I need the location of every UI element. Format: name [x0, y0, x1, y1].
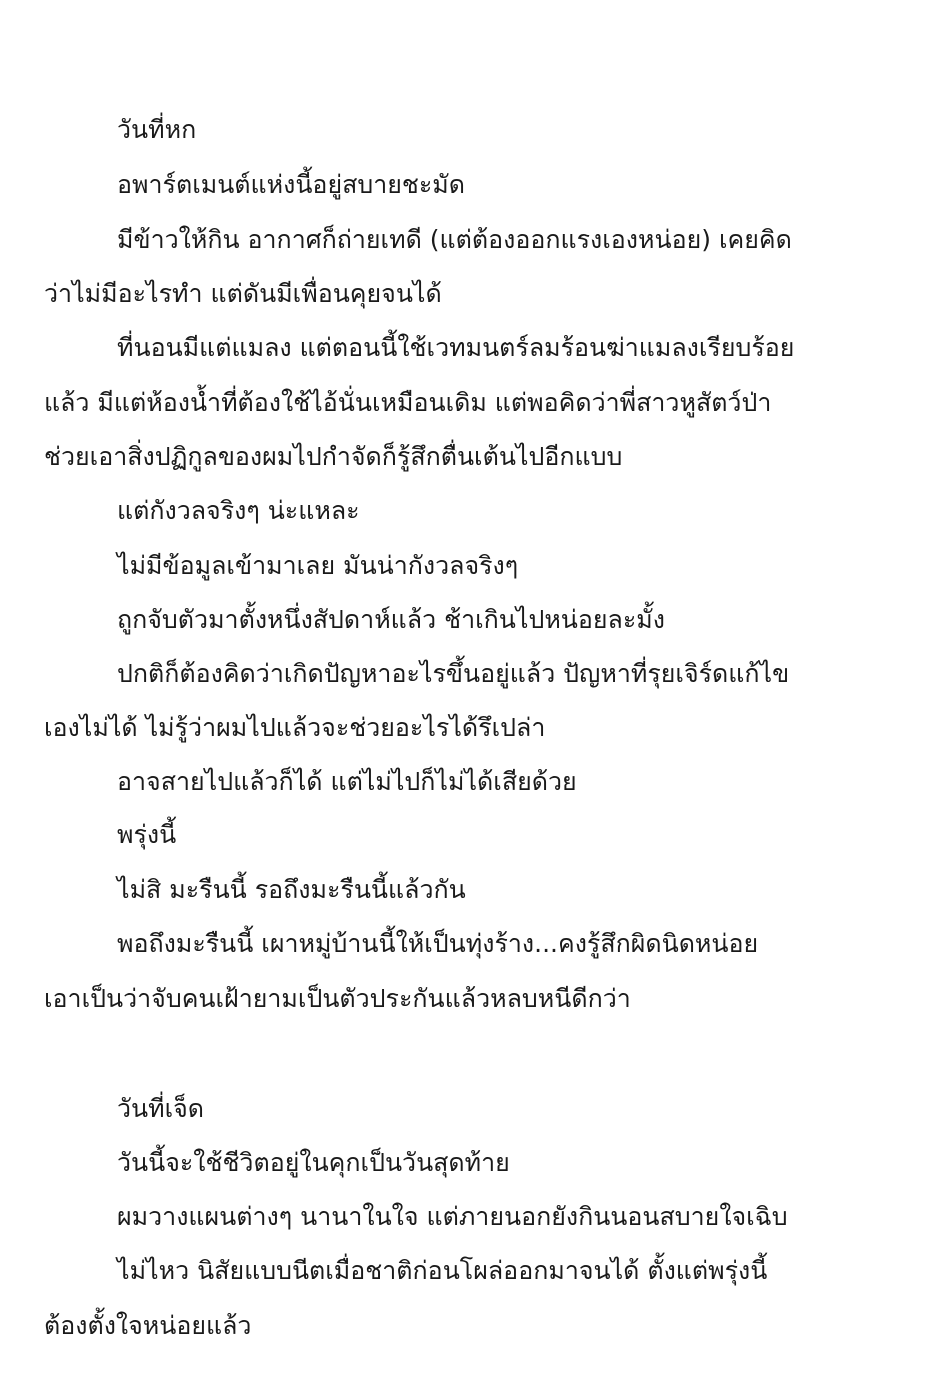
- paragraph-line: ว่าไม่มีอะไรทำ แต่ดันมีเพื่อนคุยจนได้: [44, 279, 442, 308]
- paragraph-line: ไม่ไหว นิสัยแบบนีตเมื่อชาติก่อนโผล่ออกมาจนได้ ตั้งแต่พรุ่งนี้: [117, 1256, 768, 1285]
- paragraph-line: ไม่สิ มะรืนนี้ รอถึงมะรืนนี้แล้วกัน: [117, 875, 466, 904]
- paragraph-line: ไม่มีข้อมูลเข้ามาเลย มันน่ากังวลจริงๆ: [117, 551, 519, 580]
- paragraph-line: มีข้าวให้กิน อากาศก็ถ่ายเทดี (แต่ต้องออกแรงเองหน่อย) เคยคิด: [117, 225, 792, 254]
- paragraph-line: อพาร์ตเมนต์แห่งนี้อยู่สบายชะมัด: [117, 170, 466, 199]
- paragraph-line: แล้ว มีแต่ห้องน้ำที่ต้องใช้ไอ้นั่นเหมือนเดิม แต่พอคิดว่าพี่สาวหูสัตว์ป่า: [44, 388, 772, 417]
- paragraph-line: ปกติก็ต้องคิดว่าเกิดปัญหาอะไรขึ้นอยู่แล้ว ปัญหาที่รุยเจิร์ดแก้ไข: [117, 659, 790, 688]
- paragraph-line: อาจสายไปแล้วก็ได้ แต่ไม่ไปก็ไม่ได้เสียด้วย: [117, 767, 577, 796]
- paragraph-line: ช่วยเอาสิ่งปฏิกูลของผมไปกำจัดก็รู้สึกตื่นเต้นไปอีกแบบ: [44, 442, 623, 471]
- paragraph-line: เองไม่ได้ ไม่รู้ว่าผมไปแล้วจะช่วยอะไรได้รึเปล่า: [44, 713, 546, 742]
- paragraph-line: ต้องตั้งใจหน่อยแล้ว: [44, 1311, 252, 1340]
- paragraph-line: ผมวางแผนต่างๆ นานาในใจ แต่ภายนอกยังกินนอนสบายใจเฉิบ: [117, 1202, 788, 1231]
- day-seven-heading: วันที่เจ็ด: [117, 1094, 205, 1123]
- day-six-heading: วันที่หก: [117, 115, 197, 144]
- paragraph-line: พรุ่งนี้: [117, 820, 177, 849]
- paragraph-line: ถูกจับตัวมาตั้งหนึ่งสัปดาห์แล้ว ช้าเกินไปหน่อยละมั้ง: [117, 605, 665, 634]
- paragraph-line: ที่นอนมีแต่แมลง แต่ตอนนี้ใช้เวทมนตร์ลมร้อนฆ่าแมลงเรียบร้อย: [117, 333, 795, 362]
- paragraph-line: แต่กังวลจริงๆ น่ะแหละ: [117, 496, 360, 525]
- paragraph-line: วันนี้จะใช้ชีวิตอยู่ในคุกเป็นวันสุดท้าย: [117, 1148, 510, 1177]
- paragraph-line: เอาเป็นว่าจับคนเฝ้ายามเป็นตัวประกันแล้วหลบหนีดีกว่า: [44, 984, 631, 1013]
- paragraph-line: พอถึงมะรืนนี้ เผาหมู่บ้านนี้ให้เป็นทุ่งร้าง...คงรู้สึกผิดนิดหน่อย: [117, 929, 759, 958]
